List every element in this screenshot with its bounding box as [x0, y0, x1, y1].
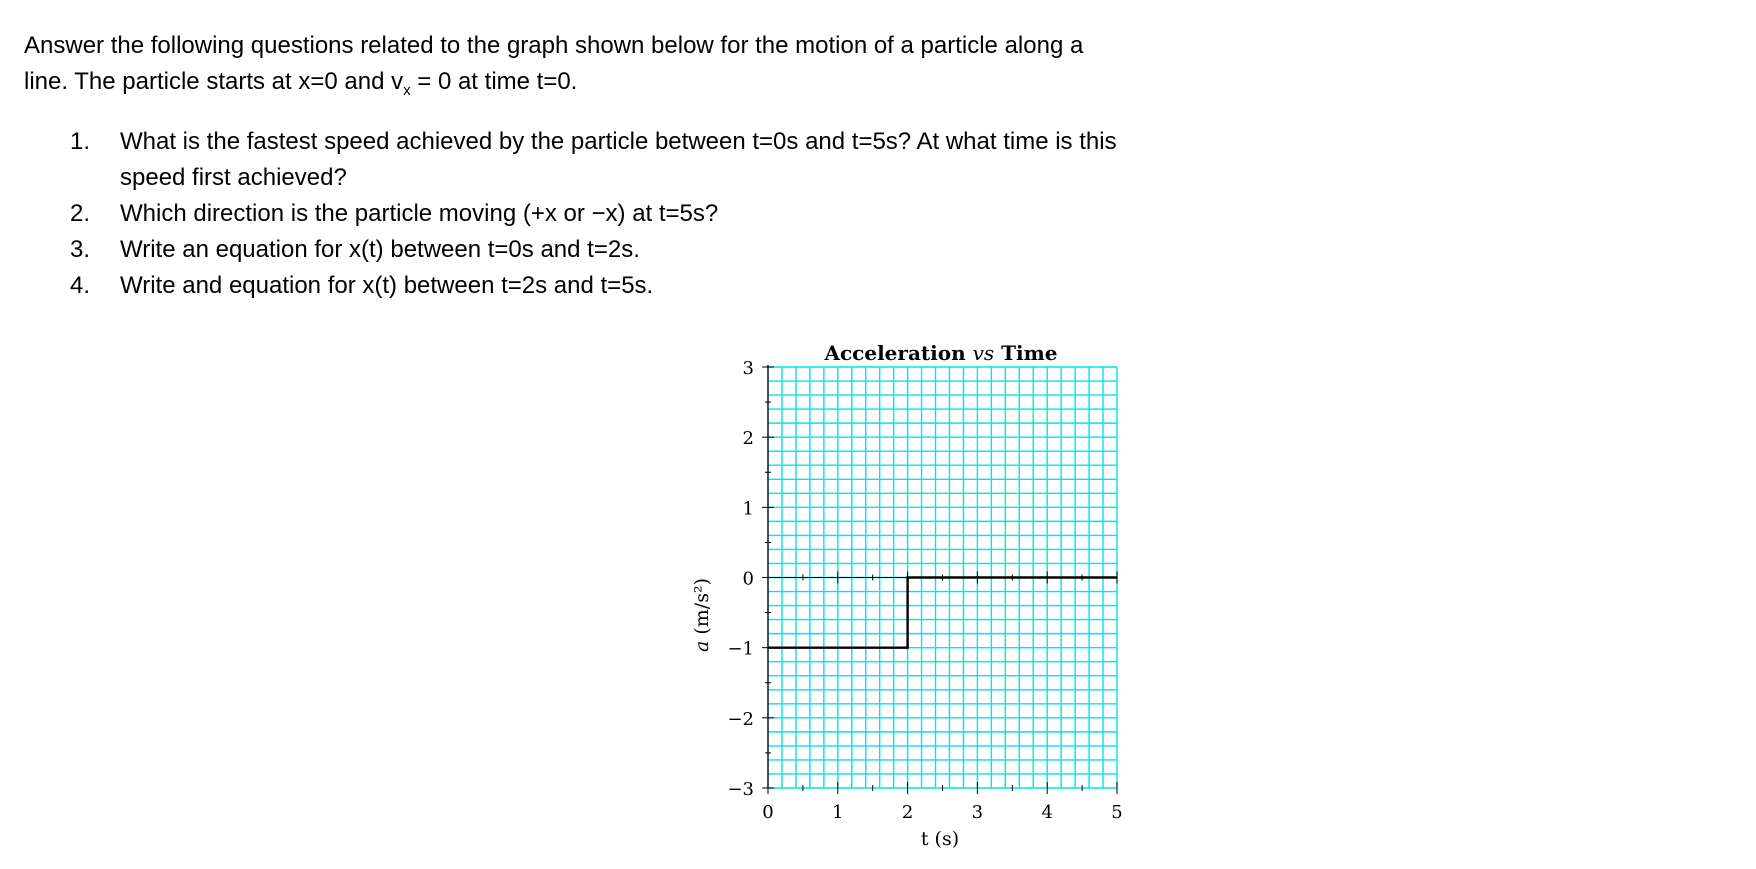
intro-subscript: x: [403, 81, 411, 99]
question-item: [70, 268, 1570, 304]
question-number: 4.: [70, 272, 91, 299]
intro-line-2-post: = 0 at time t=0.: [410, 68, 578, 95]
x-tick-label: 0: [762, 802, 774, 823]
question-number: 1.: [70, 128, 91, 155]
question-number: 3.: [70, 236, 91, 263]
y-tick-label: 3: [742, 358, 754, 379]
y-axis-label: a (m/s²): [691, 578, 713, 652]
acceleration-step-line: [768, 578, 1117, 648]
question-item: [70, 124, 1570, 196]
question-list: [70, 124, 1570, 304]
question-text: Which direction is the particle moving (+x or −x) at t=5s?: [120, 200, 719, 227]
chart-grid: [768, 367, 1117, 788]
intro-line-1: Answer the following questions related to the graph shown below for the motion of a particle along a: [24, 32, 1084, 59]
y-tick-label: 1: [742, 498, 754, 520]
intro-line-2-pre: line. The particle starts at x=0 and v: [24, 68, 404, 95]
question-item: [70, 196, 1570, 232]
y-tick-label: −3: [727, 779, 754, 800]
x-tick-label: 1: [832, 802, 844, 823]
x-tick-label: 5: [1111, 802, 1123, 823]
question-text: Write an equation for x(t) between t=0s and t=2s.: [120, 236, 640, 263]
question-number: 2.: [70, 200, 91, 227]
question-text: Write and equation for x(t) between t=2s and t=5s.: [120, 272, 654, 299]
chart-series: [768, 578, 1117, 648]
x-tick-label: 2: [901, 802, 914, 823]
chart-title: Acceleration vs Time: [824, 341, 1058, 365]
y-tick-label: −1: [727, 638, 754, 660]
question-text: What is the fastest speed achieved by the particle between t=0s and t=5s? At what time is this speed first achieved?: [120, 128, 1117, 191]
x-tick-label: 4: [1041, 802, 1053, 823]
chart-axes: [727, 358, 1122, 823]
y-tick-label: 2: [742, 428, 754, 450]
y-tick-label: −2: [727, 708, 754, 730]
y-tick-label: 0: [742, 568, 754, 590]
problem-intro: [24, 28, 1524, 109]
question-item: [70, 232, 1570, 268]
x-axis-label: t (s): [920, 828, 960, 850]
x-tick-label: 3: [971, 802, 984, 823]
